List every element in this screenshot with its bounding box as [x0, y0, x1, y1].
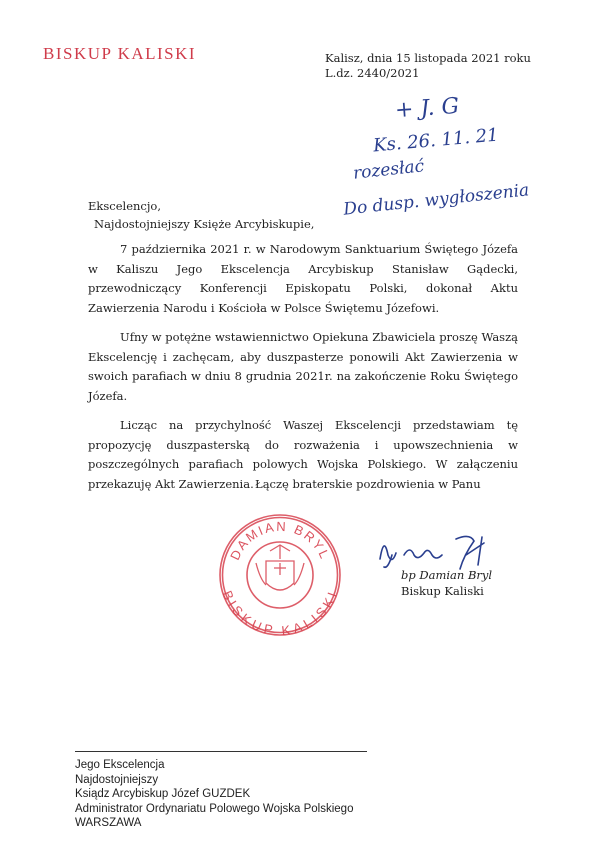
letter-date: Kalisz, dnia 15 listopada 2021 roku: [325, 51, 531, 65]
letter-meta: [325, 51, 531, 81]
salutation: [88, 197, 314, 233]
recipient-address: [75, 758, 353, 831]
letter-reference: L.dz. 2440/2021: [325, 66, 420, 80]
salutation-line: Najdostojniejszy Księże Arcybiskupie,: [94, 217, 315, 231]
handwritten-annotations: [342, 93, 595, 226]
recipient-line: Administrator Ordynariatu Polowego Wojska Polskiego: [75, 802, 354, 815]
handwritten-note: + J. G: [394, 93, 460, 124]
signer-title: Biskup Kaliski: [401, 584, 484, 598]
body-paragraph: Ufny w potężne wstawiennictwo Opiekuna Zbawiciela proszę Waszą Ekscelencję i zachęcam, aby duszpasterze ponowili Akt Zawierzenia w swoich parafiach w dniu 8 grudnia 2021r. na zakończenie Roku Świętego Józefa.: [88, 330, 518, 403]
body-paragraph: 7 października 2021 r. w Narodowym Sanktuarium Świętego Józefa w Kaliszu Jego Ekscelencja Arcybiskup Stanisław Gądecki, przewodniczący Konferencji Episkopatu Polski, dokonał Aktu Zawierzenia Narodu i Kościoła w Polsce Świętemu Józefowi.: [88, 242, 518, 315]
closing-line: Łączę braterskie pozdrowienia w Panu: [255, 477, 481, 491]
recipient-line: Najdostojniejszy: [75, 773, 159, 786]
signer-block: [401, 567, 492, 599]
body-paragraph: Licząc na przychylność Waszej Ekscelencji przedstawiam tę propozycję duszpasterską do rozważenia i upowszechnienia w poszczególnych parafiach polowych Wojska Polskiego. W załączeniu przekazuję Akt Zawierzenia.: [88, 418, 518, 491]
letterhead-title: BISKUP KALISKI: [43, 44, 197, 63]
recipient-line: WARSZAWA: [75, 817, 142, 829]
bishop-seal-stamp: [218, 513, 342, 637]
signer-name: bp Damian Bryl: [401, 568, 493, 582]
seal-bottom-text: BISKUP KALISKI: [220, 588, 340, 637]
seal-top-text: DAMIAN BRYL: [227, 518, 333, 563]
handwritten-signature: [374, 525, 506, 571]
recipient-line: Jego Ekscelencja: [75, 759, 165, 771]
handwritten-note: Do dusp. wygłoszenia: [342, 180, 531, 220]
salutation-line: Ekscelencjo,: [88, 199, 161, 213]
recipient-line: Ksiądz Arcybiskup Józef GUZDEK: [75, 788, 251, 800]
handwritten-note: Ks. 26. 11. 21: [372, 124, 500, 157]
handwritten-note: rozesłać: [352, 156, 426, 184]
coat-of-arms-icon: [256, 545, 304, 590]
letter-body: [88, 240, 518, 504]
recipient-divider: [75, 751, 367, 752]
